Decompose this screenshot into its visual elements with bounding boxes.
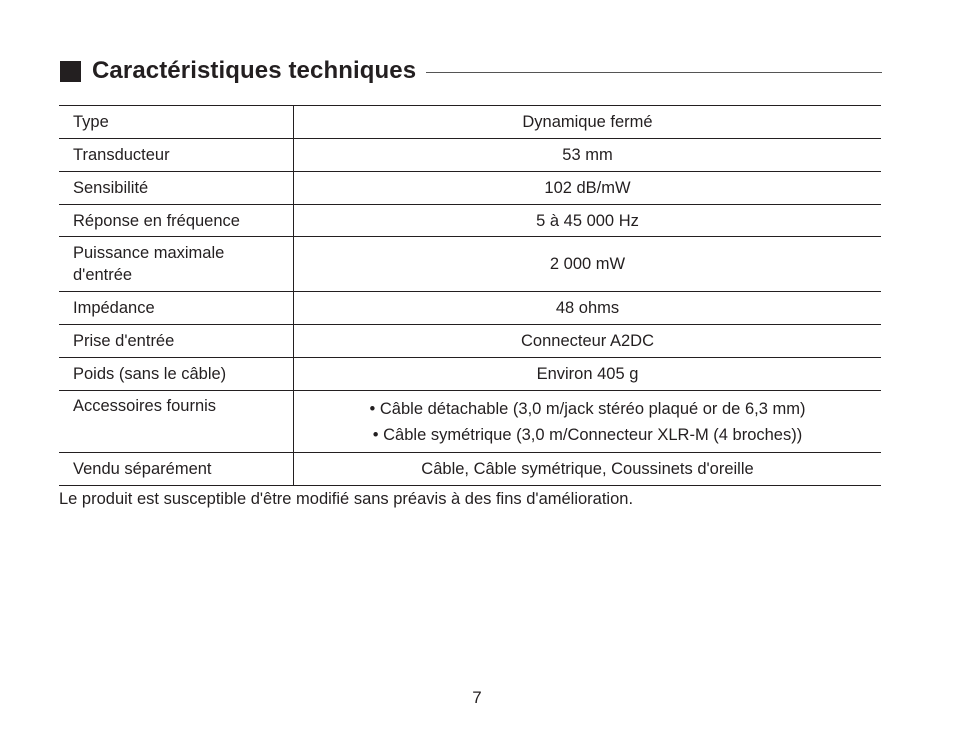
spec-label: Réponse en fréquence <box>59 205 294 237</box>
page-number: 7 <box>472 688 482 707</box>
table-row <box>59 358 881 391</box>
table-row <box>59 325 881 358</box>
spec-label-line: d'entrée <box>73 266 133 284</box>
spec-value <box>294 391 882 453</box>
table-row <box>59 292 881 325</box>
table-row <box>59 205 881 237</box>
spec-label: Vendu séparément <box>59 453 294 486</box>
spec-label: Accessoires fournis <box>59 391 294 453</box>
spec-label: Poids (sans le câble) <box>59 358 294 391</box>
list-item: • Câble détachable (3,0 m/jack stéréo plaqué or de 6,3 mm) <box>369 399 806 418</box>
heading-rule <box>426 72 882 73</box>
table-row <box>59 106 881 139</box>
heading-square-icon <box>60 61 81 82</box>
table-row <box>59 391 881 453</box>
spec-value: Dynamique fermé <box>294 106 882 139</box>
table-row <box>59 172 881 205</box>
spec-value: Environ 405 g <box>294 358 882 391</box>
spec-value: 2 000 mW <box>294 237 882 292</box>
section-title: Caractéristiques techniques <box>92 57 417 84</box>
spec-label: Prise d'entrée <box>59 325 294 358</box>
spec-label: Sensibilité <box>59 172 294 205</box>
spec-label-line: Puissance maximale <box>73 244 225 262</box>
spec-value: 5 à 45 000 Hz <box>294 205 882 237</box>
spec-value: 48 ohms <box>294 292 882 325</box>
spec-value: 102 dB/mW <box>294 172 882 205</box>
spec-value: Connecteur A2DC <box>294 325 882 358</box>
accessories-list <box>294 396 881 448</box>
specifications-table <box>59 105 881 486</box>
section-heading <box>60 56 882 86</box>
table-row <box>59 453 881 486</box>
spec-value: 53 mm <box>294 139 882 172</box>
spec-label <box>59 237 294 292</box>
table-row <box>59 139 881 172</box>
spec-label: Transducteur <box>59 139 294 172</box>
footnote: Le produit est susceptible d'être modifié sans préavis à des fins d'amélioration. <box>59 490 634 508</box>
spec-label: Impédance <box>59 292 294 325</box>
list-item: • Câble symétrique (3,0 m/Connecteur XLR-M (4 broches)) <box>372 425 803 444</box>
spec-label: Type <box>59 106 294 139</box>
table-row <box>59 237 881 292</box>
spec-value: Câble, Câble symétrique, Coussinets d'oreille <box>294 453 882 486</box>
